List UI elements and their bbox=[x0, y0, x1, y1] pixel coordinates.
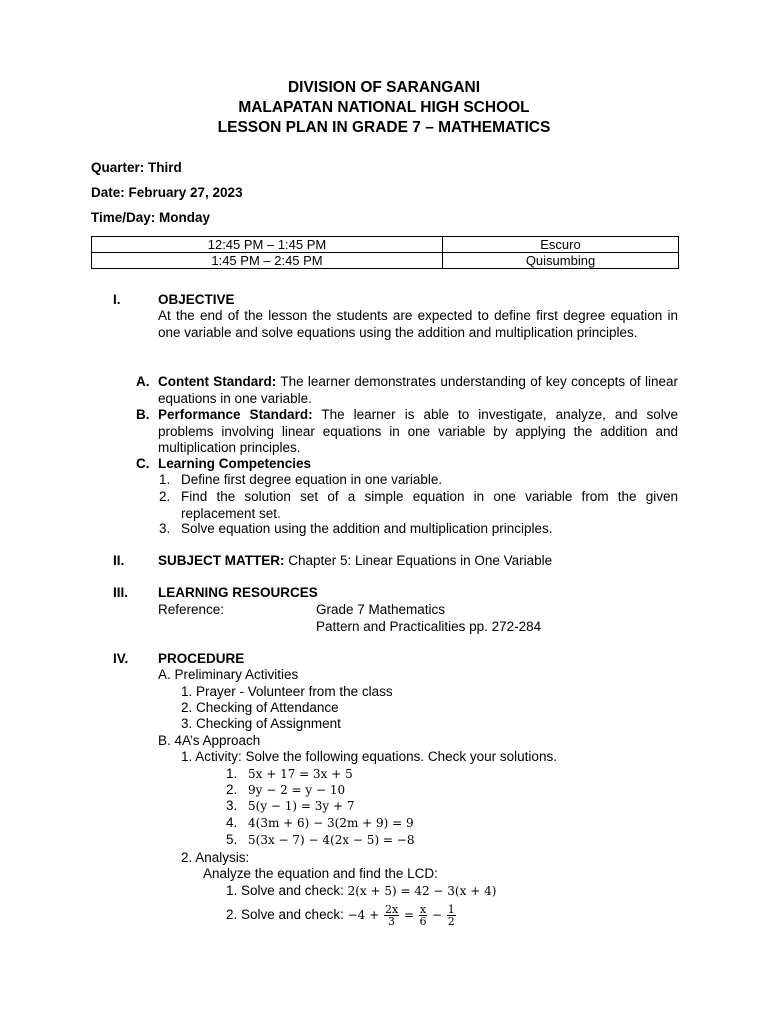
header-title: LESSON PLAN IN GRADE 7 – MATHEMATICS bbox=[217, 119, 551, 136]
check-item-1 bbox=[226, 883, 496, 900]
check-label: 2. Solve and check: bbox=[226, 907, 348, 922]
equation-number: 2. bbox=[226, 782, 238, 797]
competency-text: Define first degree equation in one variable. bbox=[181, 472, 443, 487]
four-as-approach: B. 4A’s Approach bbox=[158, 733, 261, 748]
table-row bbox=[92, 253, 679, 269]
analysis-label: 2. Analysis: bbox=[181, 850, 250, 865]
objective-numeral: I. bbox=[113, 292, 121, 307]
competency-number: 2. bbox=[159, 489, 171, 504]
schedule-section: Quisumbing bbox=[443, 253, 679, 269]
equation: 5(3x − 7) − 4(2x − 5) = −8 bbox=[248, 833, 415, 847]
equation-part: −4 + bbox=[347, 908, 383, 922]
list-item: 3. Checking of Assignment bbox=[181, 716, 341, 731]
fraction-numerator: 1 bbox=[447, 902, 455, 916]
preliminary-activities: A. Preliminary Activities bbox=[158, 667, 299, 682]
list-item: 2. Checking of Attendance bbox=[181, 700, 339, 715]
equation-part: = bbox=[400, 908, 418, 922]
content-standard-title: Content Standard: bbox=[158, 374, 277, 389]
subject-matter-title: SUBJECT MATTER: bbox=[158, 553, 285, 568]
header-school: MALAPATAN NATIONAL HIGH SCHOOL bbox=[238, 99, 530, 116]
competency-text: Solve equation using the addition and multiplication principles. bbox=[181, 521, 553, 536]
reference-line-2: Pattern and Practicalities pp. 272-284 bbox=[316, 619, 542, 634]
performance-standard-title: Performance Standard: bbox=[158, 407, 313, 422]
subject-matter-text: Chapter 5: Linear Equations in One Variable bbox=[284, 553, 553, 568]
schedule-time: 1:45 PM – 2:45 PM bbox=[92, 253, 443, 269]
schedule-section: Escuro bbox=[443, 237, 679, 253]
fraction bbox=[384, 904, 399, 927]
equation: 5(y − 1) = 3y + 7 bbox=[248, 799, 355, 813]
header-division: DIVISION OF SARANGANI bbox=[287, 79, 481, 96]
fraction-numerator: x bbox=[419, 902, 427, 916]
performance-standard-text: The learner is able to investigate, analyze, and solve problems involving linear equations in one variable by applying the addition and multiplication principles. bbox=[158, 407, 678, 455]
equation: 9y − 2 = y − 10 bbox=[248, 783, 346, 797]
date-line: Date: February 27, 2023 bbox=[91, 185, 243, 200]
learning-competencies-title: Learning Competencies bbox=[158, 456, 312, 471]
reference-label: Reference: bbox=[158, 602, 225, 617]
procedure-numeral: IV. bbox=[113, 651, 129, 666]
document-header bbox=[0, 78, 768, 138]
quarter-line: Quarter: Third bbox=[91, 160, 182, 175]
list-item: 1. Prayer - Volunteer from the class bbox=[181, 684, 393, 699]
performance-standard bbox=[158, 407, 678, 457]
subject-matter bbox=[158, 553, 552, 570]
equation: 2(x + 5) = 42 − 3(x + 4) bbox=[347, 884, 497, 898]
equation-number: 4. bbox=[226, 815, 238, 830]
procedure-title: PROCEDURE bbox=[158, 651, 245, 666]
content-standard-letter: A. bbox=[136, 374, 150, 389]
table-row bbox=[92, 237, 679, 253]
competency-number: 1. bbox=[159, 472, 171, 487]
learning-competencies-letter: C. bbox=[136, 456, 150, 471]
fraction bbox=[447, 904, 456, 927]
fraction bbox=[419, 904, 427, 927]
fraction-denominator: 2 bbox=[447, 914, 455, 928]
competency-number: 3. bbox=[159, 521, 171, 536]
equation-number: 3. bbox=[226, 798, 238, 813]
equation: 5x + 17 = 3x + 5 bbox=[248, 767, 353, 781]
resources-numeral: III. bbox=[113, 585, 129, 600]
competency-text: Find the solution set of a simple equation in one variable from the given replacement set. bbox=[181, 489, 678, 521]
schedule-time: 12:45 PM – 1:45 PM bbox=[92, 237, 443, 253]
activity-instruction: 1. Activity: Solve the following equations. Check your solutions. bbox=[181, 749, 557, 764]
equation: 4(3m + 6) − 3(2m + 9) = 9 bbox=[248, 816, 414, 830]
equation-number: 5. bbox=[226, 832, 238, 847]
check-label: 1. Solve and check: bbox=[226, 883, 348, 898]
schedule-table bbox=[91, 236, 679, 269]
fraction-denominator: 3 bbox=[388, 914, 396, 928]
objective-title: OBJECTIVE bbox=[158, 292, 235, 307]
performance-standard-letter: B. bbox=[136, 407, 150, 422]
analysis-text: Analyze the equation and find the LCD: bbox=[203, 866, 438, 881]
equation-number: 1. bbox=[226, 766, 238, 781]
fraction-denominator: 6 bbox=[419, 914, 427, 928]
content-standard bbox=[158, 374, 678, 407]
objective-text: At the end of the lesson the students are expected to define first degree equation in one variable and solve equations using the addition and multiplication principles. bbox=[158, 308, 678, 340]
check-item-2 bbox=[226, 902, 457, 928]
timeday-line: Time/Day: Monday bbox=[91, 210, 211, 225]
subject-matter-numeral: II. bbox=[113, 553, 125, 568]
equation-part: − bbox=[428, 908, 446, 922]
resources-title: LEARNING RESOURCES bbox=[158, 585, 318, 600]
content-standard-text: The learner demonstrates understanding of key concepts of linear equations in one variable. bbox=[158, 374, 678, 406]
fraction-numerator: 2x bbox=[384, 902, 399, 916]
reference-line-1: Grade 7 Mathematics bbox=[316, 602, 446, 617]
